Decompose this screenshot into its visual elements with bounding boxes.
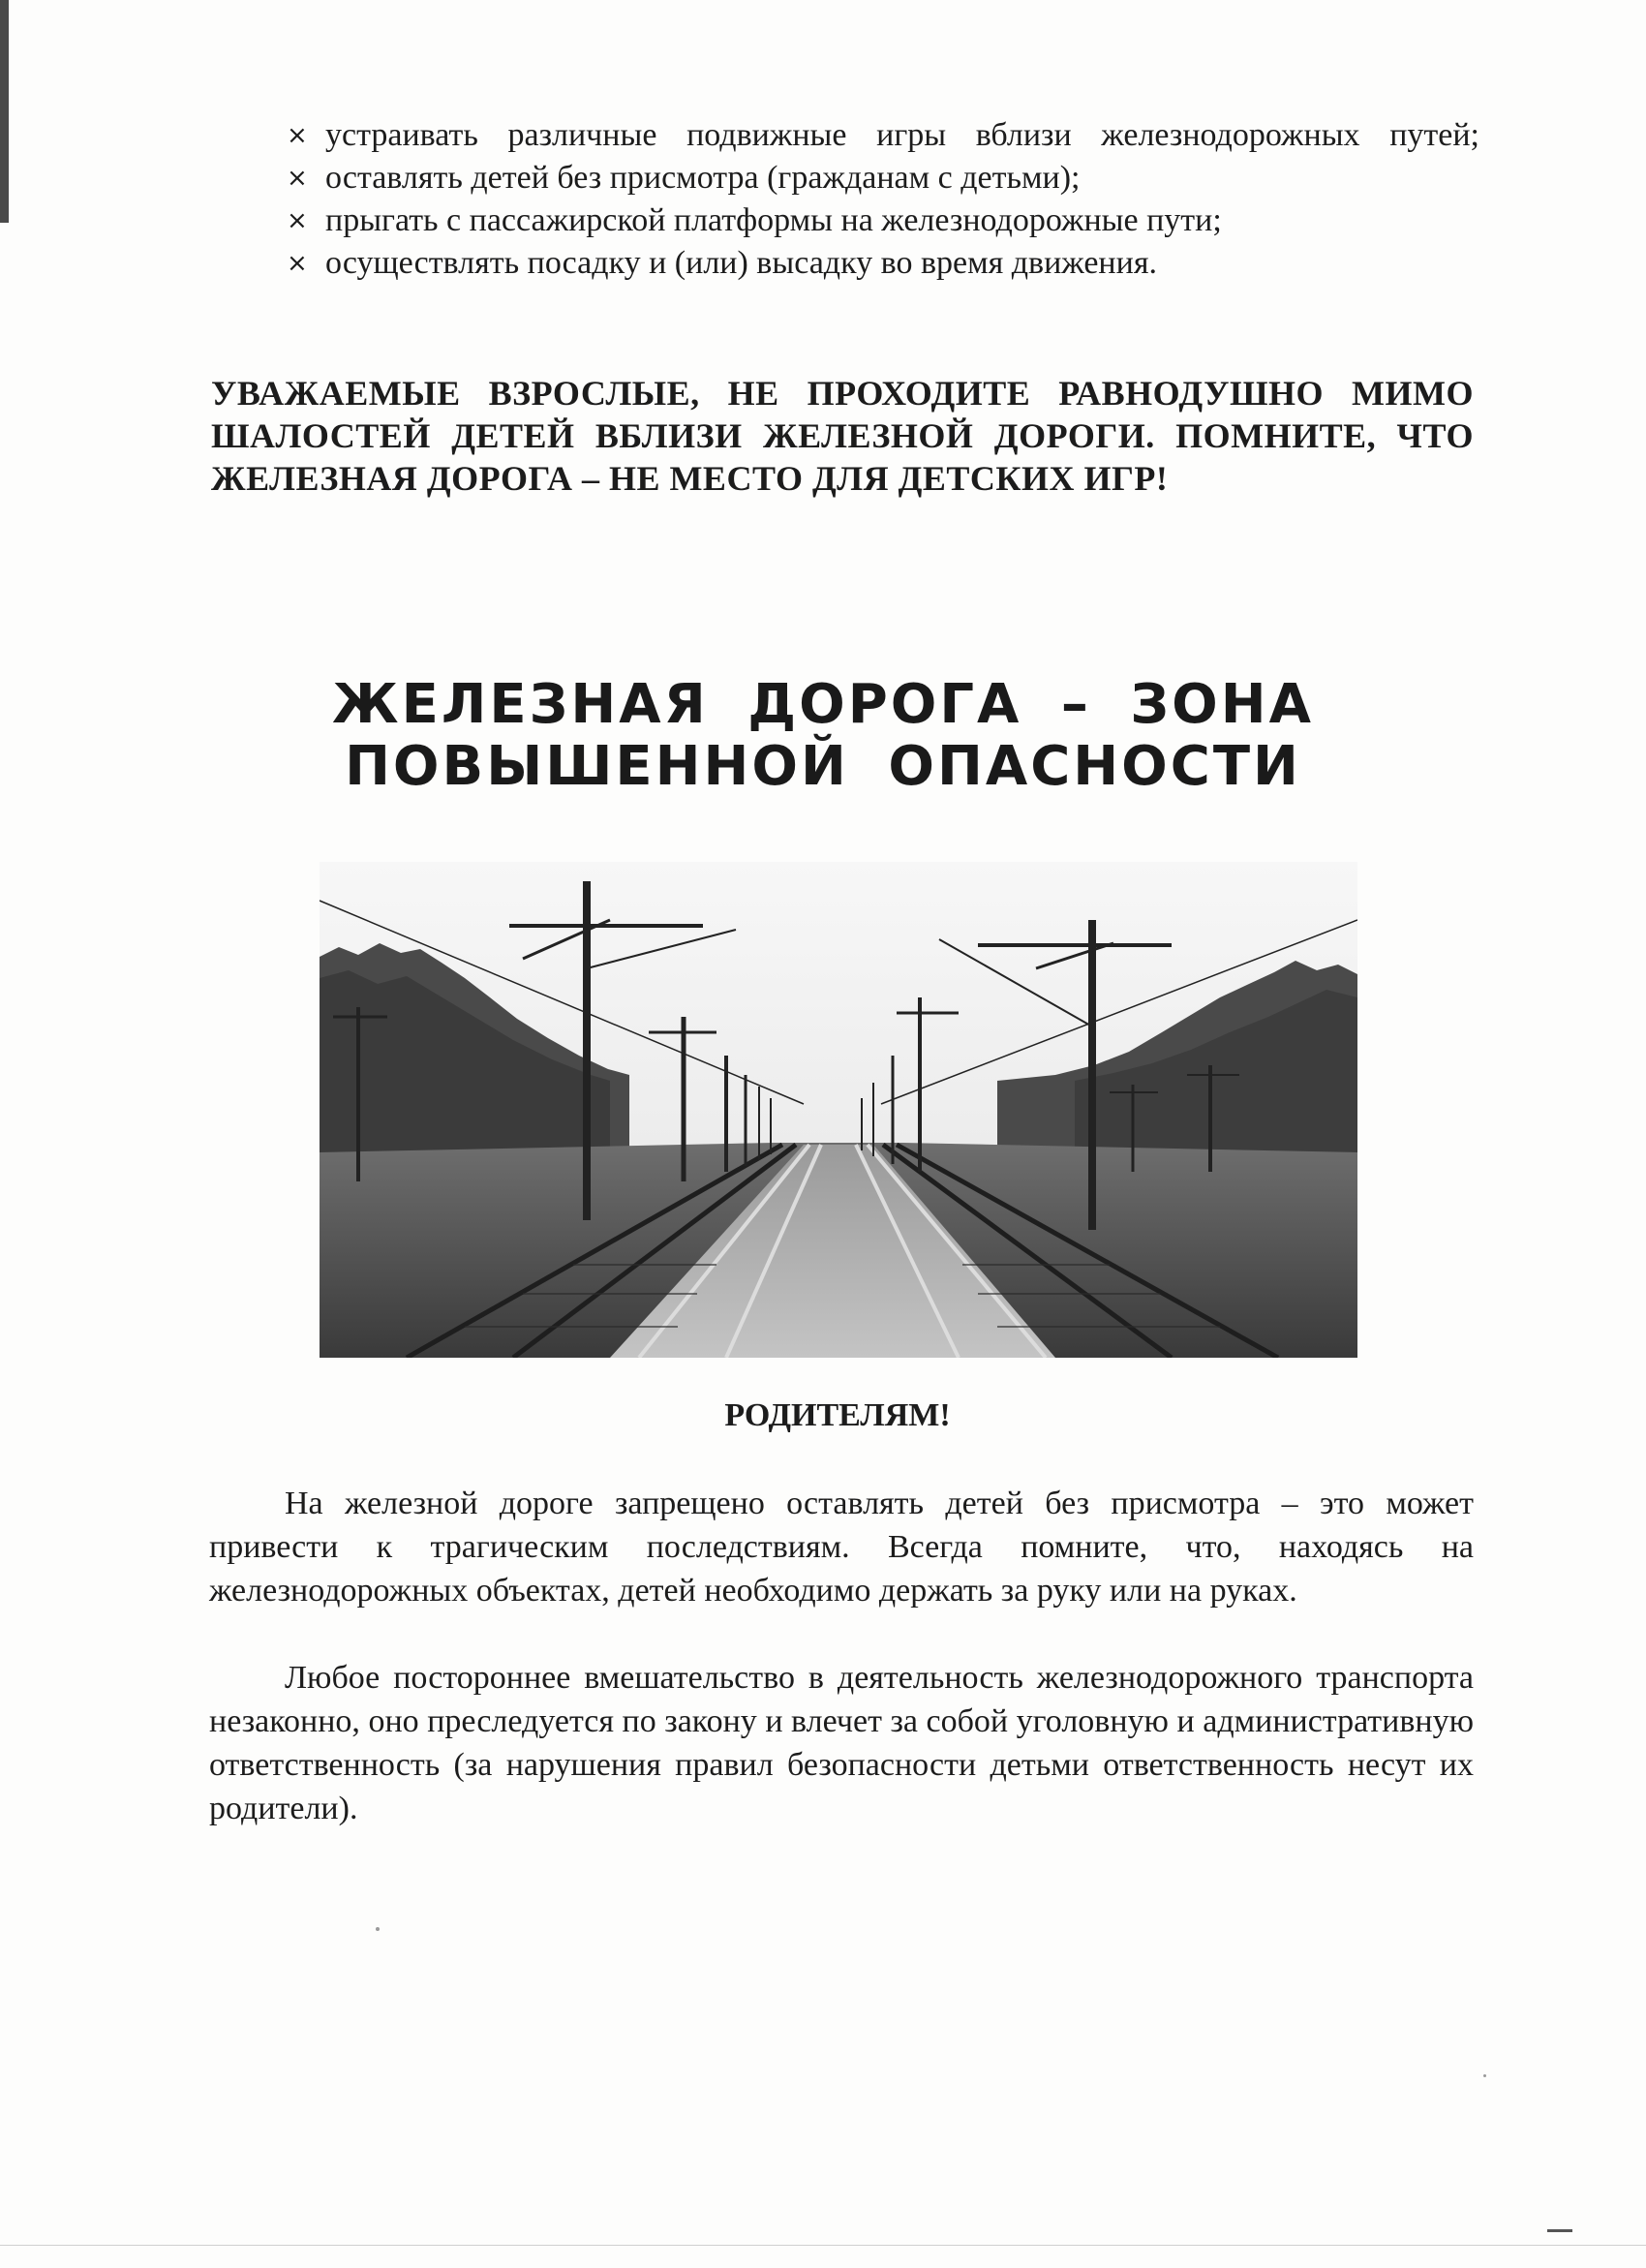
list-item-text: осуществлять посадку и (или) высадку во время движения.: [325, 245, 1157, 281]
scan-edge-mark: [0, 0, 9, 223]
cross-bullet-icon: ×: [287, 121, 308, 150]
cross-bullet-icon: ×: [287, 249, 308, 278]
scan-speck: [376, 1927, 380, 1931]
list-item-text: прыгать с пассажирской платформы на железнодорожные пути;: [325, 202, 1222, 238]
list-item: [287, 114, 1479, 157]
list-item-text: устраивать различные подвижные игры вблизи железнодорожных путей;: [325, 117, 1479, 153]
poster-title-line-1: ЖЕЛЕЗНАЯ ДОРОГА – ЗОНА: [332, 673, 1314, 736]
adult-warning: УВАЖАЕМЫЕ ВЗРОСЛЫЕ, НЕ ПРОХОДИТЕ РАВНОДУШНО МИМО ШАЛОСТЕЙ ДЕТЕЙ ВБЛИЗИ ЖЕЛЕЗНОЙ ДОРОГИ. ПОМНИТЕ, ЧТО ЖЕЛЕЗНАЯ ДОРОГА – НЕ МЕСТО ДЛЯ ДЕТСКИХ ИГР!: [211, 374, 1474, 498]
parents-paragraph-1: На железной дороге запрещено оставлять детей без присмотра – это может привести к трагическим последствиям. Всегда помните, что, находясь на железнодорожных объектах, детей необходимо держать за руку или на руках.: [209, 1486, 1474, 1609]
prohibition-list: [287, 114, 1479, 285]
poster-title: [223, 674, 1423, 798]
list-item-text: оставлять детей без присмотра (гражданам с детьми);: [325, 160, 1081, 196]
parents-paragraph-2: Любое постороннее вмешательство в деятельность железнодорожного транспорта незаконно, оно преследуется по закону и влечет за собой уголовную и административную ответственность (за нарушения правил безопасности детьми ответственность несут их родители).: [209, 1660, 1474, 1826]
cross-bullet-icon: ×: [287, 206, 308, 235]
list-item: [287, 242, 1479, 285]
poster-title-line-2: ПОВЫШЕННОЙ ОПАСНОСТИ: [345, 735, 1301, 798]
scan-dash-mark: [1547, 2229, 1572, 2232]
parents-heading: РОДИТЕЛЯМ!: [724, 1397, 951, 1433]
railway-tracks-photo: [320, 862, 1357, 1358]
scan-speck: [1483, 2074, 1486, 2077]
cross-bullet-icon: ×: [287, 164, 308, 193]
scan-bottom-edge: [0, 2245, 1646, 2246]
list-item: [287, 157, 1479, 199]
list-item: [287, 199, 1479, 242]
